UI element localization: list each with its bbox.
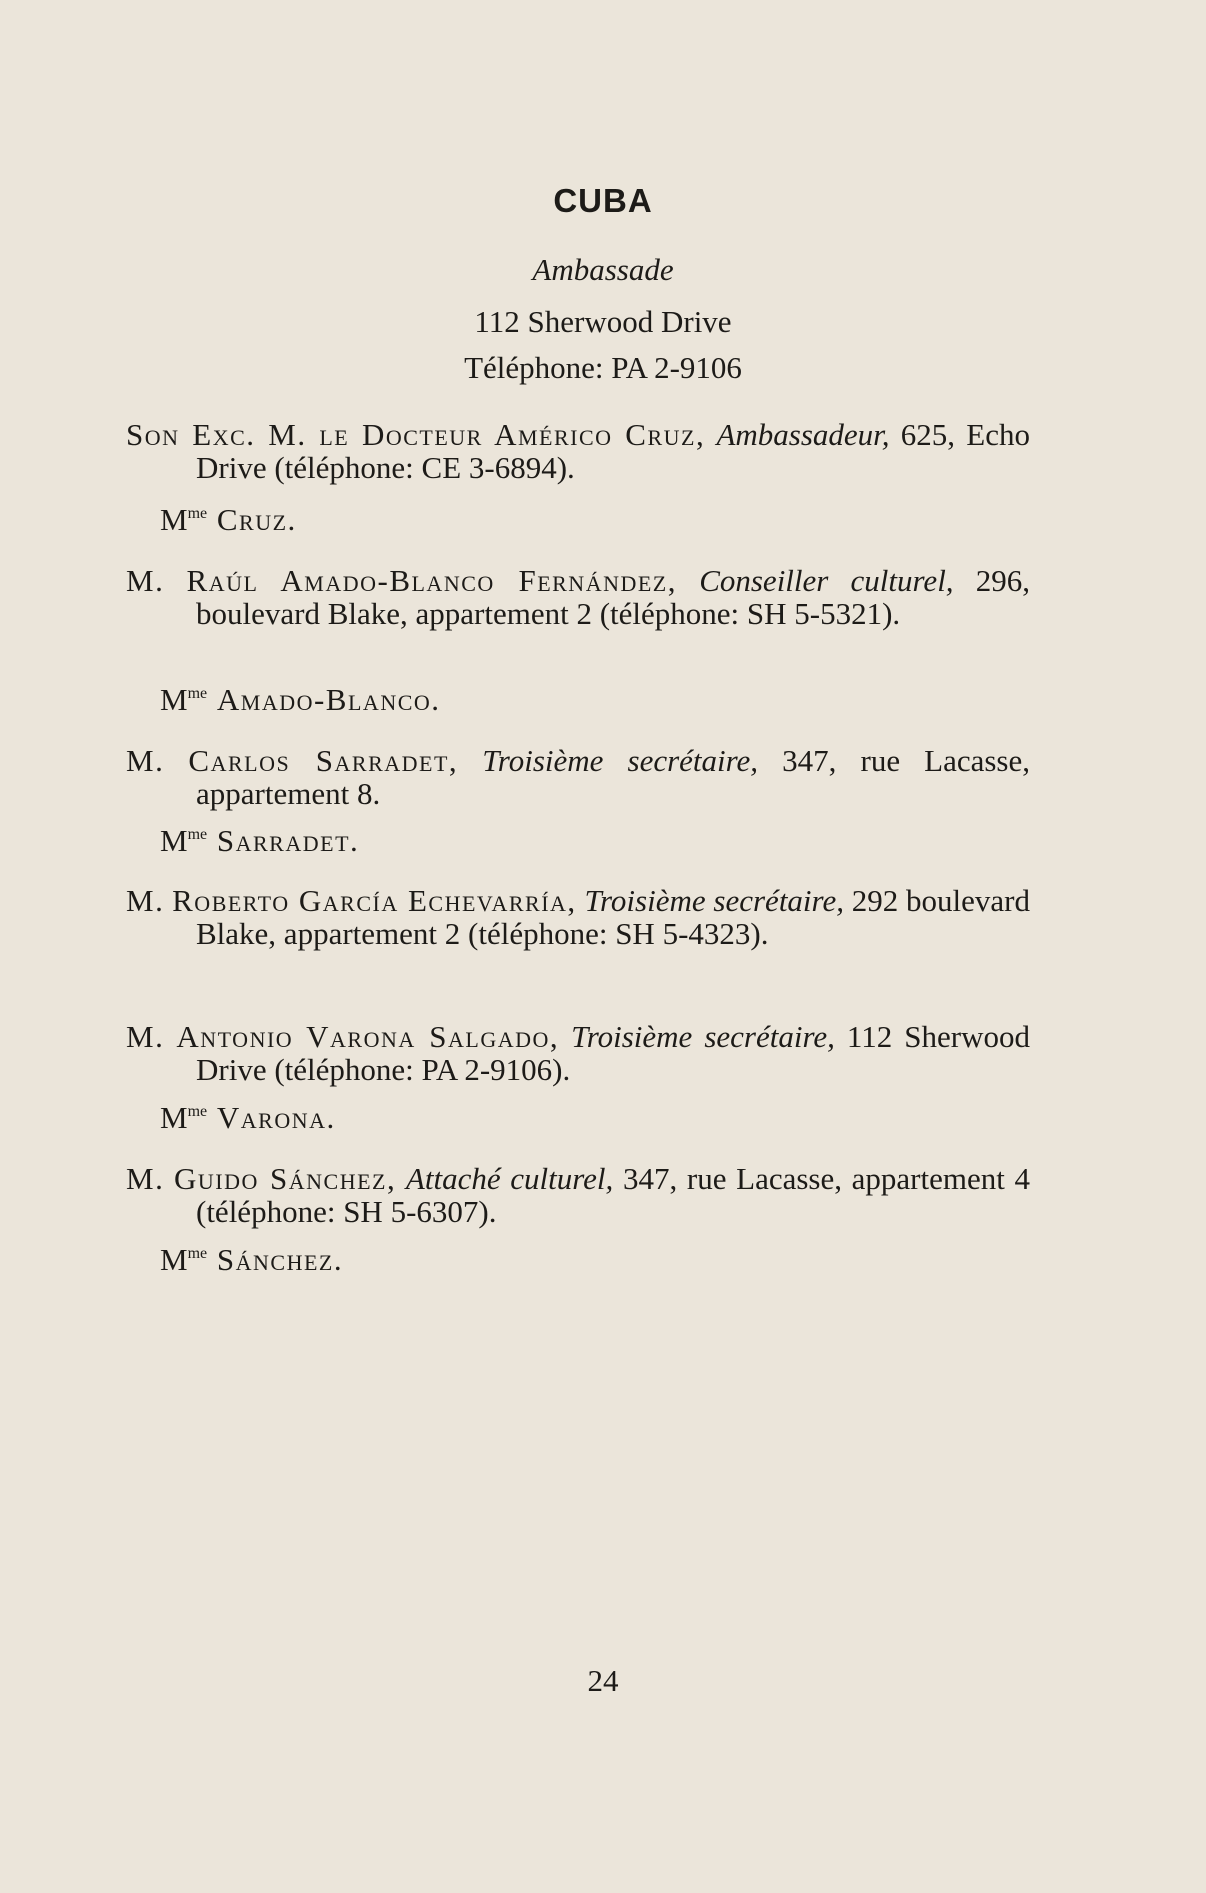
entry-details: 292 boulevard Blake, appartement 2 (téléphone: SH 5-4323). — [196, 883, 1031, 951]
entry-2 — [126, 744, 1030, 810]
entry-title: Troisième secrétaire, — [482, 743, 759, 778]
spouse-superscript: me — [187, 505, 208, 522]
spouse-superscript: me — [187, 1103, 208, 1120]
spouse-2 — [160, 818, 359, 857]
entry-name: Antonio Varona Salgado, — [176, 1019, 560, 1054]
entry-details: 625, Echo Drive (téléphone: CE 3-6894). — [196, 417, 1030, 485]
entry-name: Américo Cruz, — [494, 417, 706, 452]
entry-prefix: M. — [126, 1161, 165, 1196]
spouse-0 — [160, 497, 297, 536]
entry-1 — [126, 564, 1030, 630]
spouse-prefix: M — [160, 823, 188, 858]
entry-3 — [126, 884, 1030, 950]
spouse-prefix: M — [160, 502, 188, 537]
entry-title: Attaché culturel, — [405, 1161, 614, 1196]
entry-title: Troisième secrétaire, — [571, 1019, 835, 1054]
embassy-telephone: Téléphone: PA 2-9106 — [464, 350, 742, 385]
spouse-superscript: me — [187, 685, 208, 702]
spouse-name: Cruz. — [216, 502, 297, 537]
entry-title: Troisième secrétaire, — [584, 883, 844, 918]
spouse-1 — [160, 677, 441, 716]
entry-prefix: M. — [126, 883, 165, 918]
entry-4 — [126, 1020, 1030, 1086]
section-heading: Ambassade — [532, 252, 674, 287]
entry-0 — [126, 418, 1030, 484]
entry-prefix: M. — [126, 563, 165, 598]
entry-details: 347, rue Lacasse, appartement 4 (téléphone: SH 5-6307). — [196, 1161, 1031, 1229]
entry-name: Roberto García Echevarría, — [172, 883, 577, 918]
entry-name: Carlos Sarradet, — [188, 743, 459, 778]
entry-details: 296, boulevard Blake, appartement 2 (téléphone: SH 5-5321). — [196, 563, 1030, 631]
spouse-name: Amado-Blanco. — [216, 682, 441, 717]
spouse-prefix: M — [160, 1242, 188, 1277]
spouse-name: Sánchez. — [216, 1242, 344, 1277]
entry-name: Raúl Amado-Blanco Fernández, — [186, 563, 677, 598]
entry-5 — [126, 1162, 1030, 1228]
spouse-4 — [160, 1095, 336, 1134]
entry-prefix: M. — [126, 743, 165, 778]
spouse-prefix: M — [160, 1100, 188, 1135]
entry-name: Guido Sánchez, — [174, 1161, 397, 1196]
spouse-name: Varona. — [216, 1100, 336, 1135]
spouse-prefix: M — [160, 682, 188, 717]
embassy-address: 112 Sherwood Drive — [474, 304, 732, 339]
entry-details: 347, rue Lacasse, appartement 8. — [196, 743, 1031, 811]
entry-prefix: Son Exc. M. le Docteur — [126, 417, 483, 452]
spouse-5 — [160, 1237, 343, 1276]
page-number: 24 — [587, 1663, 619, 1698]
entry-title: Ambassadeur, — [716, 417, 890, 452]
entry-title: Conseiller culturel, — [699, 563, 954, 598]
spouse-superscript: me — [187, 826, 208, 843]
spouse-superscript: me — [187, 1245, 208, 1262]
country-heading: CUBA — [553, 182, 653, 219]
entry-prefix: M. — [126, 1019, 165, 1054]
spouse-name: Sarradet. — [216, 823, 360, 858]
entry-details: 112 Sherwood Drive (téléphone: PA 2-9106). — [196, 1019, 1031, 1087]
